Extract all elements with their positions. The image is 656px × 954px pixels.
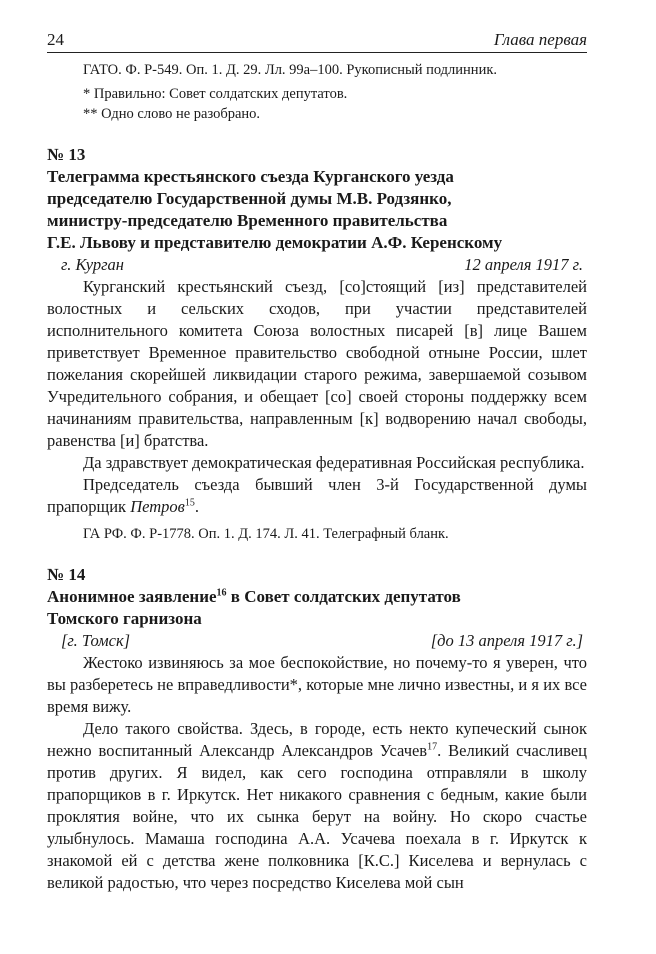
doc13-signature xyxy=(47,474,587,518)
doc13-signature-text: Председатель съезда бывший член 3-й Государственной думы прапорщик xyxy=(47,475,587,516)
footnote-ref-17: 17 xyxy=(427,741,438,753)
doc13-title-line-1: Телеграмма крестьянского съезда Курганского уезда xyxy=(47,167,454,186)
running-header xyxy=(47,30,587,53)
doc13-signature-name: Петров xyxy=(130,497,185,516)
doc13-paragraph-1: Курганский крестьянский съезд, [со]стоящий [из] представителей волостных и сельских сходов, при участии представителей исполнительного комитета Союза волостных писарей [в] лице Вашем приветствует Временное правительство свободной отныне России, шлет пожелания скорейшей ликвидации старого режима, завершаемой созывом Учредительного собрания, и обещает [со] своей стороны поддержку всем начинаниям правительства, направленным [к] водворению начал свободы, равенства [и] братства. xyxy=(47,277,587,450)
doc14-paragraph-1: Жестоко извиняюсь за мое беспокойствие, но почему-то я уверен, что вы разберетесь не вправедливости*, которые мне лично известны, и я их все время вижу. xyxy=(47,653,587,716)
footnote-2: ** Одно слово не разобрано. xyxy=(83,106,261,122)
archive-source-prev: ГАТО. Ф. Р-549. Оп. 1. Д. 29. Лл. 99а–100. Рукописный подлинник. xyxy=(83,62,497,78)
footnote-1: * Правильно: Совет солдатских депутатов. xyxy=(83,86,348,102)
doc13-title-line-3: министру-председателю Временного правительства xyxy=(47,211,448,230)
chapter-title: Глава первая xyxy=(493,30,587,49)
doc13-signature-end: . xyxy=(194,497,199,516)
doc14-title-line-2: Томского гарнизона xyxy=(47,609,202,628)
doc14-title-part-b: в Совет солдатских депутатов xyxy=(226,587,461,606)
doc14-title-part-a: Анонимное заявление xyxy=(47,587,217,606)
doc14-place: [г. Томск] xyxy=(61,631,131,650)
doc13-paragraph-2: Да здравствует демократическая федеративная Российская республика. xyxy=(83,453,585,472)
doc14-date: [до 13 апреля 1917 г.] xyxy=(430,631,583,650)
doc14-paragraph-2 xyxy=(47,718,587,894)
doc13-date: 12 апреля 1917 г. xyxy=(464,255,583,274)
doc13-place: г. Курган xyxy=(61,255,124,274)
footnote-ref-16: 16 xyxy=(216,587,227,599)
doc14-title-line-1 xyxy=(47,586,587,608)
doc14-number: № 14 xyxy=(47,565,86,584)
page-number: 24 xyxy=(47,30,64,49)
doc13-title-line-2: председателю Государственной думы М.В. Родзянко, xyxy=(47,189,452,208)
doc14-dateline xyxy=(47,630,587,652)
doc13-archive-source: ГА РФ. Ф. Р-1778. Оп. 1. Д. 174. Л. 41. Телеграфный бланк. xyxy=(83,526,449,542)
doc14-paragraph-2-b: . Великий счасливец против других. Я видел, как сего господина отправляли в школу прапорщиков в г. Иркутск. Нет никакого сравнения с бедным, какие были проклятия войне, что их сынка берут на войну. Но скоро счастье улыбнулось. Мамаша господина А.А. Усачева поехала в г. Иркутск к знакомой ей с детства жене полковника [К.С.] Киселева и вернулась с великой радостью, что через посредство Киселева мой сын xyxy=(47,741,587,892)
doc13-title-line-4: Г.Е. Львову и представителю демократии А.Ф. Керенскому xyxy=(47,233,503,252)
footnote-ref-15: 15 xyxy=(184,497,195,509)
doc13-dateline xyxy=(47,254,587,276)
doc14-paragraph-2-a: Дело такого свойства. Здесь, в городе, есть некто купеческий сынок нежно воспитанный Александр Александров Усачев xyxy=(47,719,587,760)
page-content xyxy=(47,60,587,894)
doc13-number: № 13 xyxy=(47,145,86,164)
